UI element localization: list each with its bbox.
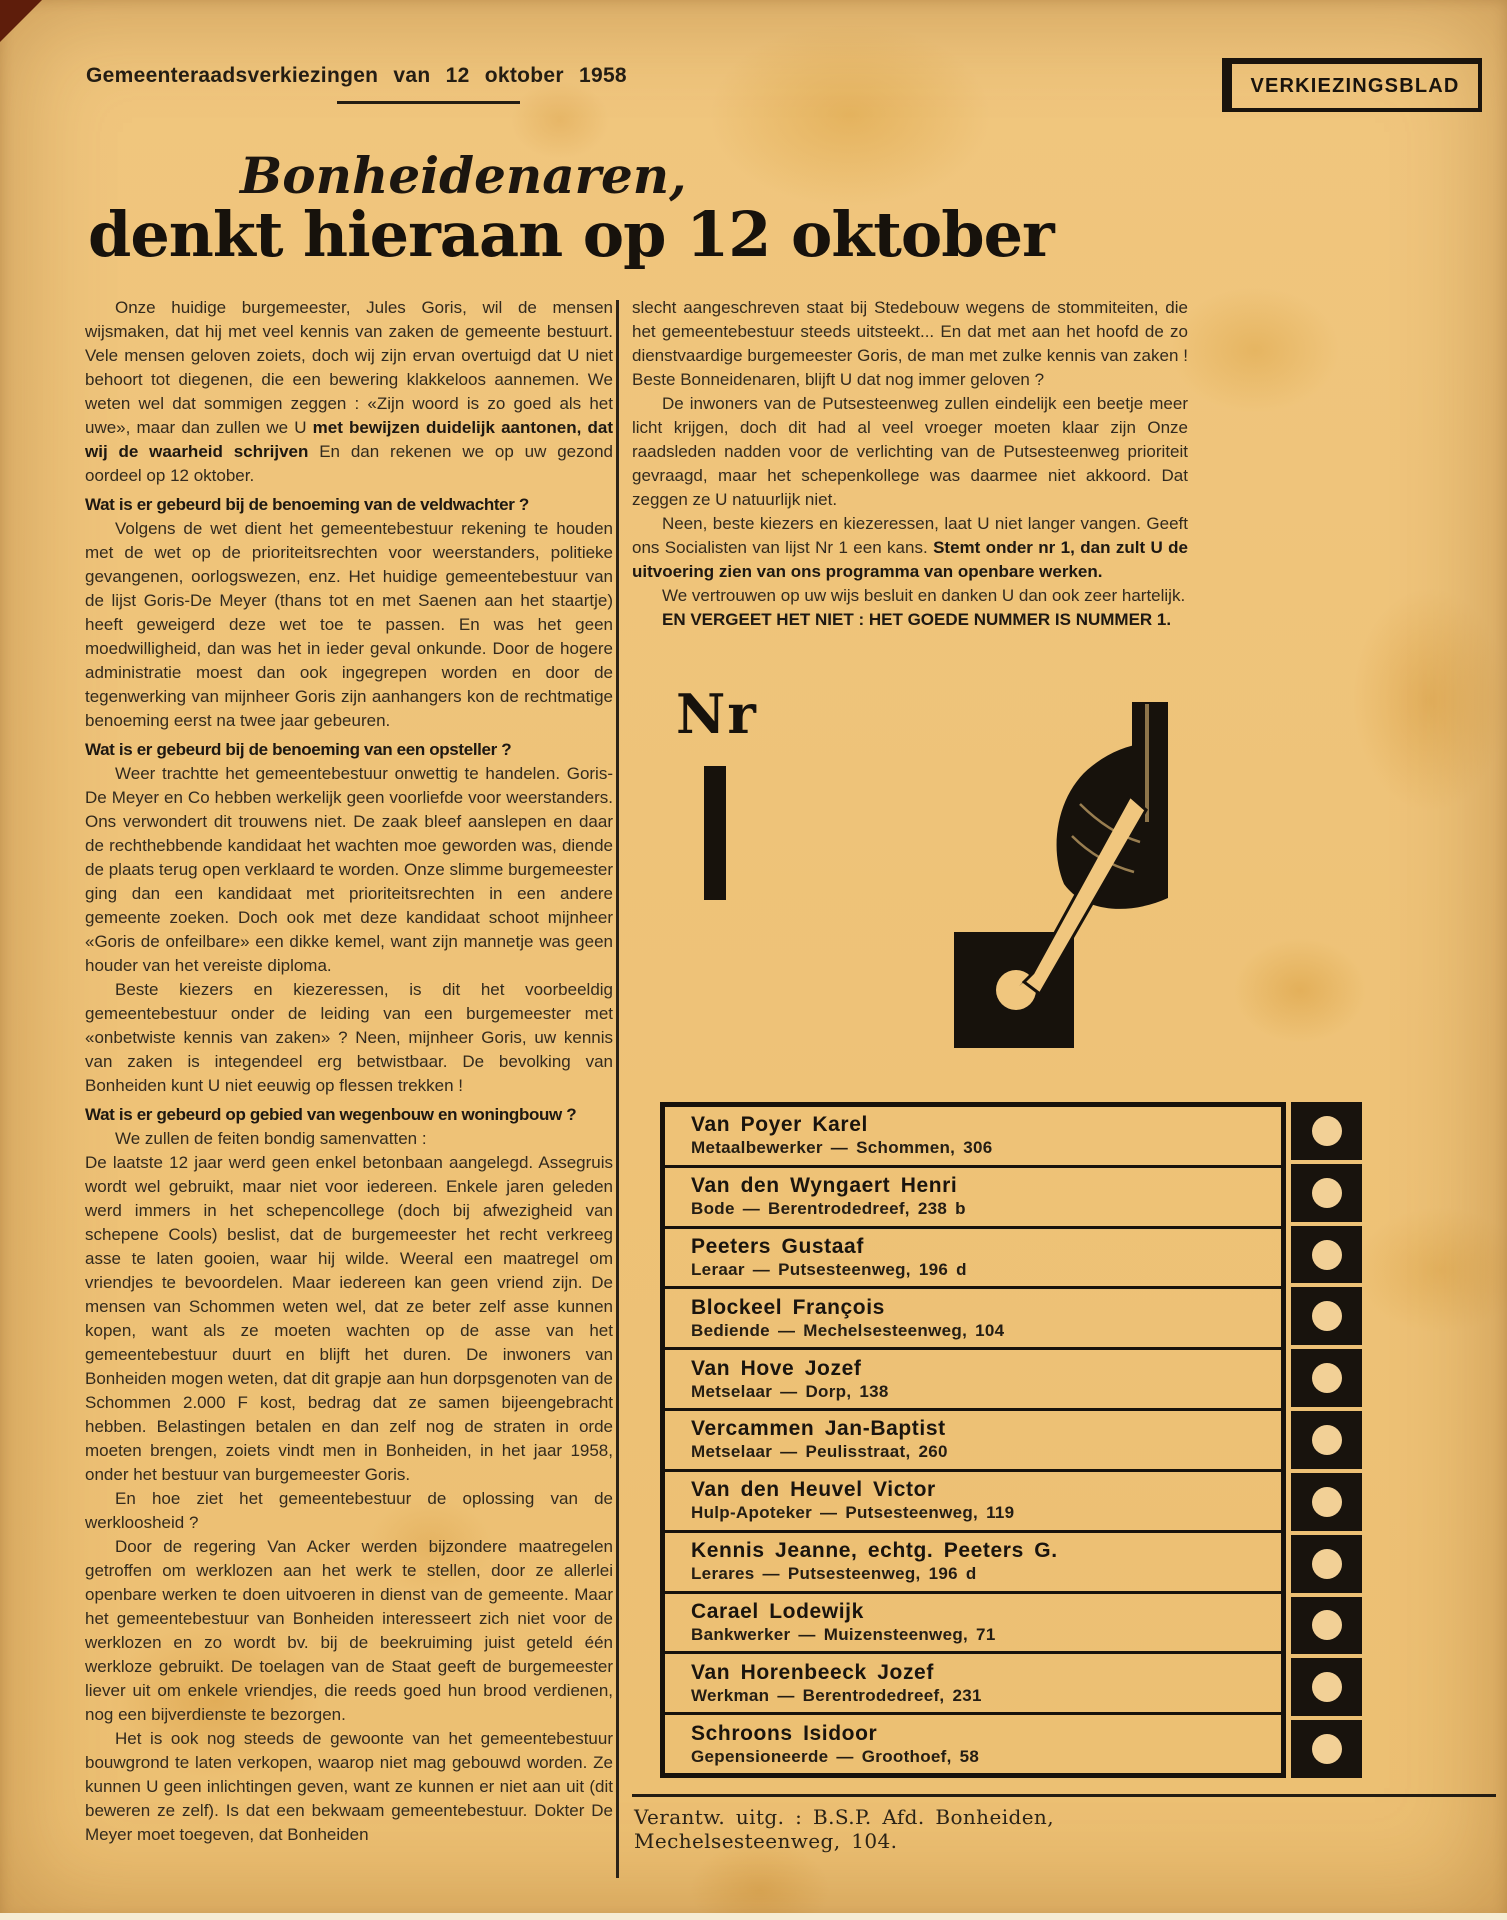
nr-label: Nr bbox=[676, 682, 758, 746]
candidate-row bbox=[665, 1469, 1281, 1530]
section-heading: Wat is er gebeurd bij de benoeming van de veldwachter ? bbox=[85, 495, 529, 514]
candidate-name: Kennis Jeanne, echtg. Peeters G. bbox=[691, 1539, 1058, 1563]
candidate-list-box bbox=[660, 1102, 1286, 1778]
vote-cell bbox=[1291, 1102, 1362, 1160]
paragraph: Het is ook nog steeds de gewoonte van het gemeentebestuur bouwgrond te laten verkopen, waarop niet mag gebouwd worden. Ze kunnen U geen inlichtingen geven, want ze kunnen er niet aan uit (dit beweren ze zelf). Is dat een bekwaam gemeentebestuur. Dokter De Meyer moet toegeven, dat Bonheiden bbox=[85, 1729, 613, 1844]
candidate-row bbox=[665, 1107, 1281, 1165]
vote-cell bbox=[1291, 1164, 1362, 1222]
section-heading: Wat is er gebeurd bij de benoeming van een opsteller ? bbox=[85, 740, 512, 759]
vote-circle bbox=[1312, 1672, 1342, 1702]
right-column-text bbox=[632, 296, 1188, 632]
vote-cell bbox=[1291, 1473, 1362, 1531]
vote-cell bbox=[1291, 1287, 1362, 1345]
paragraph: EN VERGEET HET NIET : HET GOEDE NUMMER IS NUMMER 1. bbox=[662, 610, 1172, 629]
candidate-detail: Gepensioneerde — Groothoef, 58 bbox=[691, 1746, 980, 1766]
paragraph: En hoe ziet het gemeentebestuur de oplossing van de werkloosheid ? bbox=[85, 1489, 613, 1532]
imprint: Verantw. uitg. : B.S.P. Afd. Bonheiden, Mechelsesteenweg, 104. bbox=[634, 1805, 1054, 1853]
candidate-name: Carael Lodewijk bbox=[691, 1599, 864, 1623]
candidate-row bbox=[665, 1226, 1281, 1287]
headline: denkt hieraan op 12 oktober bbox=[88, 198, 1054, 271]
paragraph: slecht aangeschreven staat bij Stedebouw wegens de stommiteiten, die het gemeentebestuur steeds uitsteekt... En dat met aan het hoofd de zo dienstvaardige burgemeester Goris, de man met zulke kennis van zaken ! Beste Bonneidenaren, blijft U dat nog immer geloven ? bbox=[632, 298, 1188, 389]
candidate-detail: Metselaar — Peulisstraat, 260 bbox=[691, 1442, 948, 1462]
candidate-detail: Werkman — Berentrodedreef, 231 bbox=[691, 1685, 982, 1705]
vote-circle bbox=[1312, 1240, 1342, 1270]
vote-circle bbox=[1312, 1734, 1342, 1764]
candidate-row bbox=[665, 1591, 1281, 1652]
candidate-detail: Metselaar — Dorp, 138 bbox=[691, 1381, 889, 1401]
vote-circle bbox=[1312, 1549, 1342, 1579]
candidate-list bbox=[660, 1102, 1367, 1778]
paragraph: We vertrouwen op uw wijs besluit en danken U dan ook zeer hartelijk. bbox=[662, 586, 1186, 605]
paragraph: Neen, beste kiezers en kiezeressen, laat U niet langer vangen. Geeft ons Socialisten van lijst Nr 1 een kans. Stemt onder nr 1, dan zult U de uitvoering zien van ons programma van openbare werken. bbox=[632, 514, 1188, 581]
candidate-detail: Lerares — Putsesteenweg, 196 d bbox=[691, 1564, 977, 1584]
candidate-row bbox=[665, 1347, 1281, 1408]
vote-cell bbox=[1291, 1411, 1362, 1469]
vote-circle bbox=[1312, 1178, 1342, 1208]
candidate-row bbox=[665, 1712, 1281, 1773]
paragraph: De inwoners van de Putsesteenweg zullen eindelijk een beetje meer licht krijgen, doch dit had al veel vroeger moeten klaar zijn Onze raadsleden nadden voor de verlichting van de Putsesteenweg prioriteit gevraagd, maar het schepenkollege was daarmee niet akkoord. Dat zeggen ze U natuurlijk niet. bbox=[632, 394, 1188, 509]
vote-cell bbox=[1291, 1535, 1362, 1593]
vote-strip bbox=[1291, 1102, 1362, 1778]
candidate-row bbox=[665, 1530, 1281, 1591]
vote-circle bbox=[1312, 1610, 1342, 1640]
candidate-row bbox=[665, 1286, 1281, 1347]
right-column bbox=[632, 296, 1188, 1853]
candidate-name: Van den Wyngaert Henri bbox=[691, 1174, 958, 1198]
candidate-name: Van Poyer Karel bbox=[691, 1113, 868, 1137]
candidate-detail: Bode — Berentrodedreef, 238 b bbox=[691, 1199, 966, 1219]
hand-marking-ballot-illustration bbox=[828, 684, 1168, 1074]
candidate-name: Schroons Isidoor bbox=[691, 1721, 878, 1745]
scan-edge bbox=[0, 1913, 1507, 1920]
candidate-detail: Metaalbewerker — Schommen, 306 bbox=[691, 1138, 993, 1158]
header-underline bbox=[337, 101, 520, 104]
vote-circle bbox=[1312, 1363, 1342, 1393]
candidate-name: Van Hove Jozef bbox=[691, 1356, 862, 1380]
numeral-one-bar bbox=[704, 766, 726, 900]
ballot-number-graphic bbox=[660, 678, 1188, 1076]
verkiezingsblad-badge: VERKIEZINGSBLAD bbox=[1222, 58, 1482, 112]
candidate-detail: Bankwerker — Muizensteenweg, 71 bbox=[691, 1624, 996, 1644]
vote-cell bbox=[1291, 1720, 1362, 1778]
paragraph: Weer trachtte het gemeentebestuur onwettig te handelen. Goris-De Meyer en Co hebben werkelijk geen voorliefde voor weerstanders. Ons verwondert dit trouwens niet. De zaak bleef aanslepen en daar de rechthebbende kandidaat het wachten moe geworden was, diende de plaats terug open verklaard te worden. Onze slimme burgemeester ging dan een kandidaat met prioriteitsrechten in een andere gemeente zoeken. Doch ook met deze kandidaat schoot mijnheer «Goris de onfeilbare» een dikke kemel, want zijn mannetje was geen houder van het vereiste diploma. bbox=[85, 764, 613, 975]
candidate-detail: Hulp-Apoteker — Putsesteenweg, 119 bbox=[691, 1503, 1015, 1523]
vote-circle bbox=[1312, 1487, 1342, 1517]
candidate-row bbox=[665, 1165, 1281, 1226]
vote-cell bbox=[1291, 1597, 1362, 1655]
candidate-name: Blockeel François bbox=[691, 1295, 885, 1319]
paragraph: Beste kiezers en kiezeressen, is dit het voorbeeldig gemeentebestuur onder de leiding van een burgemeester met «onbetwiste kennis van zaken» ? Neen, mijnheer Goris, uw kennis van zaken is integendeel erg betwistbaar. De bevolking van Bonheiden kunt U niet eeuwig op flessen trekken ! bbox=[85, 980, 613, 1095]
section-heading: Wat is er gebeurd op gebied van wegenbouw en woningbouw ? bbox=[85, 1105, 577, 1124]
candidate-name: Van Horenbeeck Jozef bbox=[691, 1660, 934, 1684]
vote-cell bbox=[1291, 1349, 1362, 1407]
paragraph: We zullen de feiten bondig samenvatten : bbox=[115, 1129, 427, 1148]
header-title: Gemeenteraadsverkiezingen van 12 oktober 1958 bbox=[86, 64, 627, 87]
paragraph: Volgens de wet dient het gemeentebestuur rekening te houden met de wet op de prioriteitsrechten voor weerstanders, politieke gevangenen, oorlogswezen, enz. Het huidige gemeentebestuur van de lijst Goris-De Meyer (thans tot en met Saenen aan het staartje) heeft geweigerd deze wet toe te passen. En was het geen moedwilligheid, dan was het in ieder geval onkunde. Door de hogere administratie moest dan ook ingegrepen worden en door de tegenwerking van mijnheer Goris zijn aanhangers kon de rechtmatige benoeming eerst na twee jaar gebeuren. bbox=[85, 519, 613, 730]
candidate-row bbox=[665, 1651, 1281, 1712]
footer-rule bbox=[632, 1794, 1496, 1797]
candidate-name: Van den Heuvel Victor bbox=[691, 1478, 936, 1502]
vote-circle bbox=[1312, 1116, 1342, 1146]
vote-circle bbox=[1312, 1301, 1342, 1331]
candidate-name: Peeters Gustaaf bbox=[691, 1235, 864, 1259]
column-divider bbox=[616, 300, 619, 1878]
paragraph: Door de regering Van Acker werden bijzondere maatregelen getroffen om werklozen aan het werk te stellen, door ze allerlei openbare werken te doen uitvoeren in dienst van de gemeente. Maar het gemeentebestuur van Bonheiden interesseert zich niet voor de werklozen en zo wordt bv. bij de beekruiming juist geteld één werkloze gebruikt. De toelagen van de Staat geeft de burgemeester liever uit om enkele vriendjes, die reeds goed hun brood verdienen, nog een bijverdienste te bezorgen. bbox=[85, 1537, 613, 1724]
vote-cell bbox=[1291, 1226, 1362, 1284]
candidate-row bbox=[665, 1408, 1281, 1469]
salutation: Bonheidenaren, bbox=[240, 146, 687, 205]
page-corner-shadow bbox=[0, 0, 42, 42]
vote-circle bbox=[1312, 1425, 1342, 1455]
vote-cell bbox=[1291, 1658, 1362, 1716]
candidate-detail: Leraar — Putsesteenweg, 196 d bbox=[691, 1260, 967, 1280]
left-column bbox=[85, 296, 613, 1847]
candidate-detail: Bediende — Mechelsesteenweg, 104 bbox=[691, 1320, 1005, 1340]
candidate-name: Vercammen Jan-Baptist bbox=[691, 1417, 946, 1441]
cuff-highlight bbox=[1145, 704, 1149, 822]
paragraph: Onze huidige burgemeester, Jules Goris, wil de mensen wijsmaken, dat hij met veel kennis van zaken de gemeente bestuurt. Vele mensen geloven zoiets, doch wij zijn ervan overtuigd dat U niet behoort tot diegenen, die een bewering klakkeloos aannemen. We weten wel dat sommigen zeggen : «Zijn woord is zo goed als het uwe», maar dan zullen we U met bewijzen duidelijk aantonen, dat wij de waarheid schrijven En dan rekenen we op uw gezond oordeel op 12 oktober. bbox=[85, 298, 613, 485]
paragraph: De laatste 12 jaar werd geen enkel betonbaan aangelegd. Assegruis wordt wel gebruikt, maar niet voor iedereen. Enkele jaren geleden werd immers in het schepencollege (doch bij afwezigheid van schepene Cools) beslist, dat de burgemeester het recht verkreeg asse te laten gooien, waar hij wilde. Weeral een maatregel om vriendjes te bevoordelen. Maar iedereen kan geen vriend zijn. De mensen van Schommen weten wel, dat ze beter zelf asse kunnen kopen, want als ze moeten wachten op de asse van het gemeentebestuur duurt en blijft het duren. De inwoners van Bonheiden mogen weten, dat dit grapje aan hun dorpsgenoten van de Schommen 2.000 F kost, bedrag dat ze samen bijeengebracht hebben. Belastingen betalen en dan zelf nog de straten in orde moeten brengen, zoiets vindt men in Bonheiden, in het jaar 1958, onder het bestuur van burgemeester Goris. bbox=[85, 1153, 613, 1484]
